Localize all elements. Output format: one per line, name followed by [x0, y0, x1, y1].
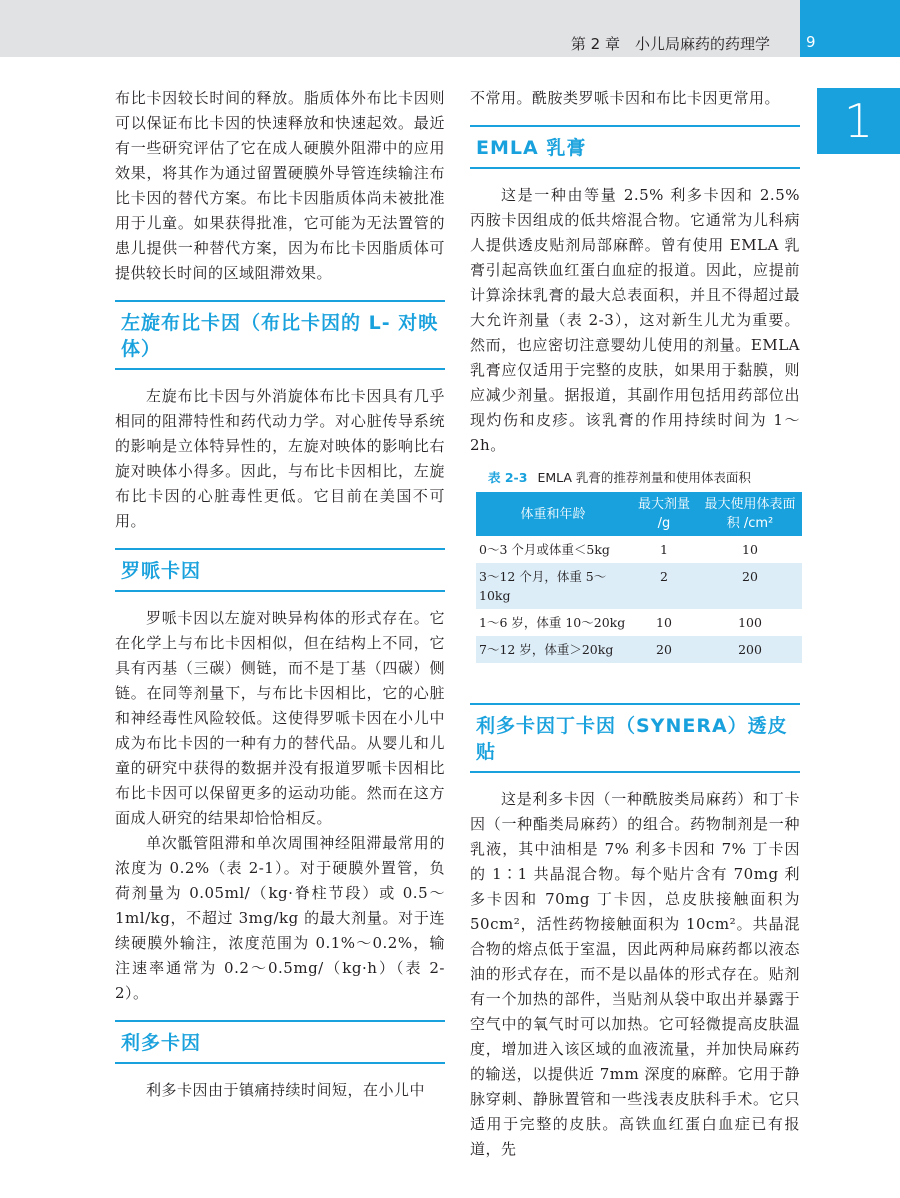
emla-dosage-table: [476, 492, 802, 663]
paragraph: 左旋布比卡因与外消旋体布比卡因具有几乎相同的阻滞特性和药代动力学。对心脏传导系统的影响是立体特异性的，左旋对映体的影响比右旋对映体小得多。因此，与布比卡因相比，左旋布比卡因的心脏毒性更低。它目前在美国不可用。: [115, 387, 445, 530]
table-cell: 20: [698, 563, 802, 609]
section-title: 利多卡因: [121, 1032, 202, 1054]
table-cell: 1～6 岁，体重 10～20kg: [479, 615, 626, 630]
paragraph: 不常用。酰胺类罗哌卡因和布比卡因更常用。: [470, 89, 781, 107]
column-header: 体重和年龄: [476, 492, 630, 536]
table-cell: 7～12 岁，体重＞20kg: [476, 636, 630, 663]
section-heading-levobupivacaine: [115, 300, 445, 370]
paragraph: 这是利多卡因（一种酰胺类局麻药）和丁卡因（一种酯类局麻药）的组合。药物制剂是一种乳液，其中油相是 7% 利多卡因和 7% 丁卡因的 1∶1 共晶混合物。每个贴片含有 70mg 利多卡因和 70mg 丁卡因，总皮肤接触面积为 50cm²，活性药物接触面积为 10cm²。共晶混合物的熔点低于室温，因此两种局麻药都以液态油的形式存在，而不是以晶体的形式存在。贴剂有一个加热的部件，当贴剂从袋中取出并暴露于空气中的氧气时可以加热。它可轻微提高皮肤温度，增加进入该区域的血液流量，并加快局麻药的输送，以提供近 7mm 深度的麻醉。它用于静脉穿刺、静脉置管和一些浅表皮肤科手术。它只适用于完整的皮肤。高铁血红蛋白血症已有报道，先: [470, 790, 800, 1158]
running-header-title: 第 2 章 小儿局麻药的药理学: [570, 35, 770, 53]
column-header: 最大使用体表面积 /cm²: [698, 492, 802, 536]
table-cell: 10: [742, 542, 758, 557]
right-column: [470, 86, 800, 1162]
table-row: [476, 563, 802, 609]
table-row: [476, 536, 802, 563]
paragraph: 布比卡因较长时间的释放。脂质体外布比卡因则可以保证布比卡因的快速释放和快速起效。最近有一些研究评估了它在成人硬膜外阻滞中的应用效果，将其作为通过留置硬膜外导管连续输注布比卡因的替代方案。布比卡因脂质体尚未被批准用于儿童。如果获得批准，它可能为无法置管的患儿提供一种替代方案，因为布比卡因脂质体可提供较长时间的区域阻滞效果。: [115, 89, 445, 282]
table-cell: 200: [698, 636, 802, 663]
table-cell: 20: [630, 636, 698, 663]
paragraph: 单次骶管阻滞和单次周围神经阻滞最常用的浓度为 0.2%（表 2-1）。对于硬膜外置管，负荷剂量为 0.05ml/（kg·脊柱节段）或 0.5～1ml/kg，不超过 3mg/kg 的最大剂量。对于连续硬膜外输注，浓度范围为 0.1%～0.2%，输注速率通常为 0.2～0.5mg/（kg·h）（表 2-2）。: [115, 834, 445, 1002]
section-heading-ropivacaine: [115, 548, 445, 592]
left-column: [115, 86, 445, 1103]
table-cell: 10: [656, 615, 672, 630]
column-header: 最大剂量 /g: [630, 492, 698, 536]
table-caption: [488, 468, 800, 486]
section-title: 左旋布比卡因（布比卡因的 L- 对映体）: [121, 312, 439, 360]
table-number: 表 2-3: [488, 470, 528, 485]
paragraph: 罗哌卡因以左旋对映异构体的形式存在。它在化学上与布比卡因相似，但在结构上不同，它具有丙基（三碳）侧链，而不是丁基（四碳）侧链。在同等剂量下，与布比卡因相比，它的心脏和神经毒性风险较低。这使得罗哌卡因在小儿中成为布比卡因的一种有力的替代品。从婴儿和儿童的研究中获得的数据并没有报道罗哌卡因相比布比卡因可以保留更多的运动功能。然而在这方面成人研究的结果却恰恰相反。: [115, 609, 445, 827]
page-number: 9: [806, 33, 816, 51]
section-heading-emla: [470, 125, 800, 169]
table-row: [476, 636, 802, 663]
table-header-row: [476, 492, 802, 536]
table-row: [476, 609, 802, 636]
table-cell: 3～12 个月，体重 5～10kg: [476, 563, 630, 609]
table-cell: 1: [660, 542, 668, 557]
paragraph: 这是一种由等量 2.5% 利多卡因和 2.5% 丙胺卡因组成的低共熔混合物。它通常为儿科病人提供透皮贴剂局部麻醉。曾有使用 EMLA 乳膏引起高铁血红蛋白血症的报道。因此，应提前计算涂抹乳膏的最大总表面积，并且不得超过最大允许剂量（表 2-3），这对新生儿尤为重要。然而，也应密切注意婴幼儿使用的剂量。EMLA 乳膏应仅适用于完整的皮肤，如果用于黏膜，则应减少剂量。据报道，其副作用包括用药部位出现灼伤和皮疹。该乳膏的作用持续时间为 1～2h。: [470, 186, 800, 454]
table-title: EMLA 乳膏的推荐剂量和使用体表面积: [537, 470, 751, 485]
section-title: EMLA 乳膏: [476, 137, 587, 159]
section-title: 罗哌卡因: [121, 560, 202, 582]
table-cell: 2: [630, 563, 698, 609]
section-heading-lidocaine: [115, 1020, 445, 1064]
table-cell: 0～3 个月或体重＜5kg: [479, 542, 610, 557]
table-cell: 100: [738, 615, 762, 630]
chapter-tab: 1: [817, 88, 900, 154]
paragraph: 利多卡因由于镇痛持续时间短，在小儿中: [146, 1081, 426, 1099]
section-title: 利多卡因丁卡因（SYNERA）透皮贴: [476, 715, 788, 763]
section-heading-synera: [470, 703, 800, 773]
